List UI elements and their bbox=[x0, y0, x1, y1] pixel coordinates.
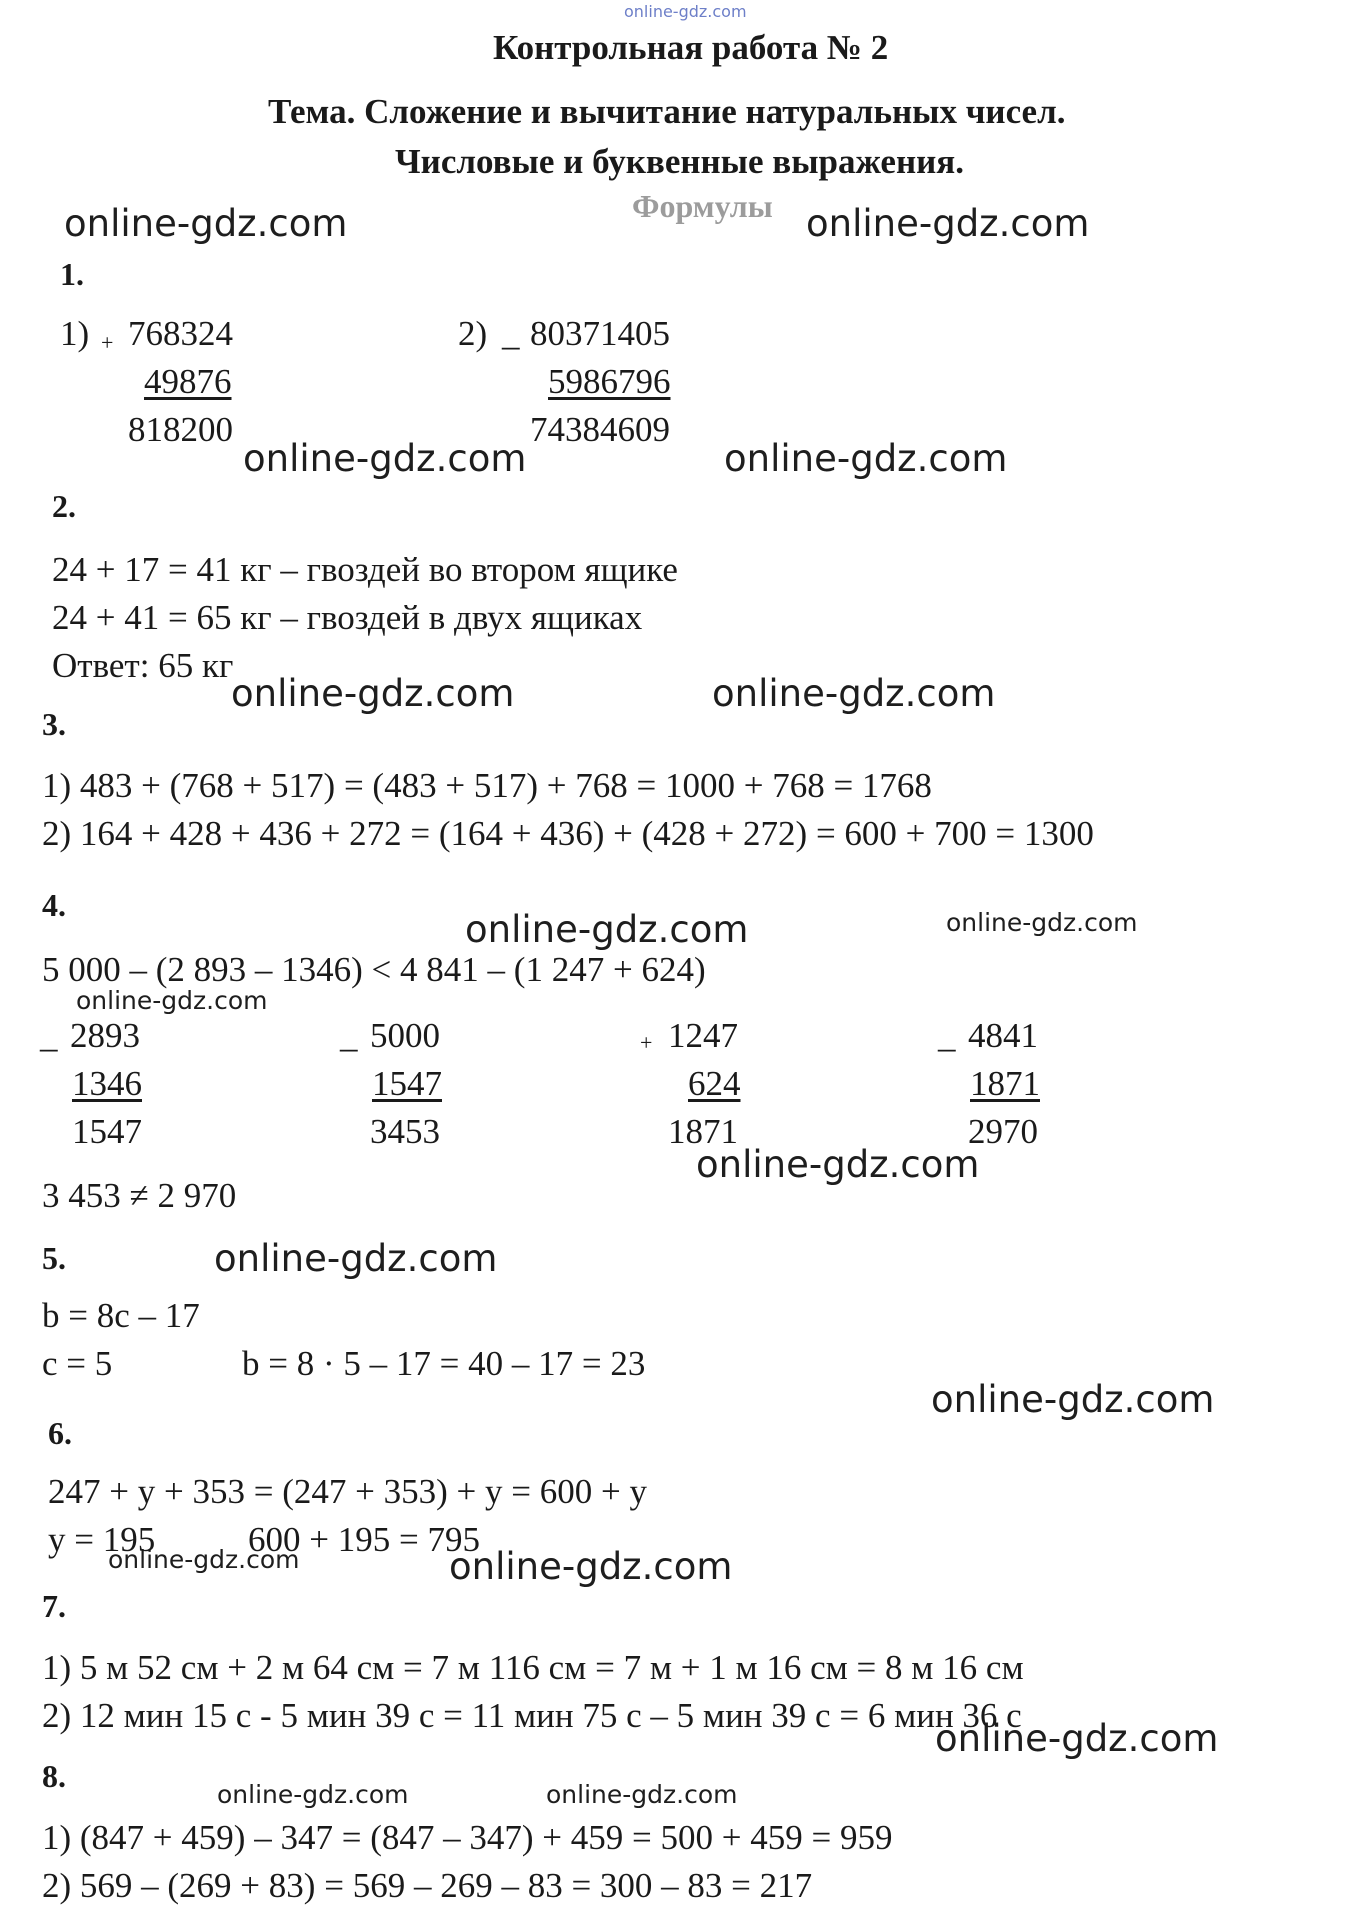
plus-sign: + bbox=[101, 330, 114, 355]
minus-sign: _ bbox=[502, 314, 520, 353]
task4-col4-result: 2970 bbox=[968, 1112, 1038, 1151]
watermark: online-gdz.com bbox=[465, 908, 749, 951]
minus-sign: _ bbox=[40, 1016, 58, 1055]
task4-conclusion: 3 453 ≠ 2 970 bbox=[42, 1176, 237, 1215]
watermark: online-gdz.com bbox=[946, 908, 1138, 937]
watermark: online-gdz.com bbox=[108, 1545, 300, 1574]
task1-b-result: 74384609 bbox=[530, 410, 670, 449]
task4-col4-top: 4841 bbox=[968, 1016, 1038, 1055]
task5-line-1: b = 8c – 17 bbox=[42, 1296, 200, 1335]
task-number: 3. bbox=[42, 706, 66, 742]
watermark: online-gdz.com bbox=[76, 986, 268, 1015]
task4-col1-bottom: 1346 bbox=[72, 1064, 142, 1103]
task4-col3-result: 1871 bbox=[668, 1112, 738, 1151]
task8-line-2: 2) 569 – (269 + 83) = 569 – 269 – 83 = 300 – 83 = 217 bbox=[42, 1866, 813, 1905]
watermark: online-gdz.com bbox=[931, 1378, 1215, 1421]
task3-line-2: 2) 164 + 428 + 436 + 272 = (164 + 436) + (428 + 272) = 600 + 700 = 1300 bbox=[42, 814, 1094, 853]
task4-col3-top: 1247 bbox=[668, 1016, 738, 1055]
watermark: online-gdz.com bbox=[546, 1780, 738, 1809]
task8-line-1: 1) (847 + 459) – 347 = (847 – 347) + 459 = 500 + 459 = 959 bbox=[42, 1818, 893, 1857]
plus-sign: + bbox=[640, 1030, 653, 1055]
task4-col1-top: 2893 bbox=[70, 1016, 140, 1055]
task4-col2-bottom: 1547 bbox=[372, 1064, 442, 1103]
task1-a-label: 1) bbox=[60, 314, 90, 353]
watermark: online-gdz.com bbox=[231, 672, 515, 715]
watermark: online-gdz.com bbox=[64, 202, 348, 245]
task6-line-1: 247 + y + 353 = (247 + 353) + y = 600 + y bbox=[48, 1472, 647, 1511]
minus-sign: _ bbox=[938, 1016, 956, 1055]
task4-col3-bottom: 624 bbox=[688, 1064, 741, 1103]
task2-answer: Ответ: 65 кг bbox=[52, 646, 234, 685]
task-number: 8. bbox=[42, 1758, 66, 1794]
task7-line-1: 1) 5 м 52 см + 2 м 64 см = 7 м 116 см = 7 м + 1 м 16 см = 8 м 16 см bbox=[42, 1648, 1024, 1687]
watermark: online-gdz.com bbox=[712, 672, 996, 715]
watermark: online-gdz.com bbox=[724, 437, 1008, 480]
task1-a-top: 768324 bbox=[128, 314, 233, 353]
watermark: online-gdz.com bbox=[217, 1780, 409, 1809]
site-mark: online-gdz.com bbox=[624, 2, 747, 21]
task3-line-1: 1) 483 + (768 + 517) = (483 + 517) + 768 = 1000 + 768 = 1768 bbox=[42, 766, 932, 805]
task5-line-2b: b = 8 · 5 – 17 = 40 – 17 = 23 bbox=[242, 1344, 646, 1383]
task-number: 7. bbox=[42, 1588, 66, 1624]
task1-a-bottom: 49876 bbox=[144, 362, 232, 401]
topic-line-3: Формулы bbox=[632, 188, 773, 224]
task-number: 5. bbox=[42, 1240, 66, 1276]
task6-line-2a: y = 195 bbox=[48, 1520, 156, 1559]
task6-line-2b: 600 + 195 = 795 bbox=[248, 1520, 480, 1559]
task4-col2-top: 5000 bbox=[370, 1016, 440, 1055]
watermark: online-gdz.com bbox=[935, 1717, 1219, 1760]
task4-col4-bottom: 1871 bbox=[970, 1064, 1040, 1103]
page-title: Контрольная работа № 2 bbox=[493, 28, 889, 67]
task7-line-2: 2) 12 мин 15 с - 5 мин 39 с = 11 мин 75 с – 5 мин 39 с = 6 мин 36 с bbox=[42, 1696, 1022, 1735]
task2-line-2: 24 + 41 = 65 кг – гвоздей в двух ящиках bbox=[52, 598, 643, 637]
task4-statement: 5 000 – (2 893 – 1346) < 4 841 – (1 247 + 624) bbox=[42, 950, 706, 989]
task-number: 6. bbox=[48, 1415, 72, 1451]
task2-line-1: 24 + 17 = 41 кг – гвоздей во втором ящике bbox=[52, 550, 678, 589]
task1-b-label: 2) bbox=[458, 314, 488, 353]
task5-line-2a: c = 5 bbox=[42, 1344, 113, 1383]
topic-line-2: Числовые и буквенные выражения. bbox=[395, 142, 964, 181]
task4-col1-result: 1547 bbox=[72, 1112, 142, 1151]
task1-b-bottom: 5986796 bbox=[548, 362, 671, 401]
watermark: online-gdz.com bbox=[696, 1143, 980, 1186]
task-number: 2. bbox=[52, 488, 76, 524]
task4-col2-result: 3453 bbox=[370, 1112, 440, 1151]
task-number: 4. bbox=[42, 887, 66, 923]
task-number: 1. bbox=[60, 256, 84, 292]
watermark: online-gdz.com bbox=[806, 202, 1090, 245]
watermark: online-gdz.com bbox=[243, 437, 527, 480]
topic-line-1: Тема. Сложение и вычитание натуральных чисел. bbox=[268, 92, 1066, 131]
task1-b-top: 80371405 bbox=[530, 314, 670, 353]
watermark: online-gdz.com bbox=[449, 1545, 733, 1588]
task1-a-result: 818200 bbox=[128, 410, 233, 449]
watermark: online-gdz.com bbox=[214, 1237, 498, 1280]
minus-sign: _ bbox=[340, 1016, 358, 1055]
